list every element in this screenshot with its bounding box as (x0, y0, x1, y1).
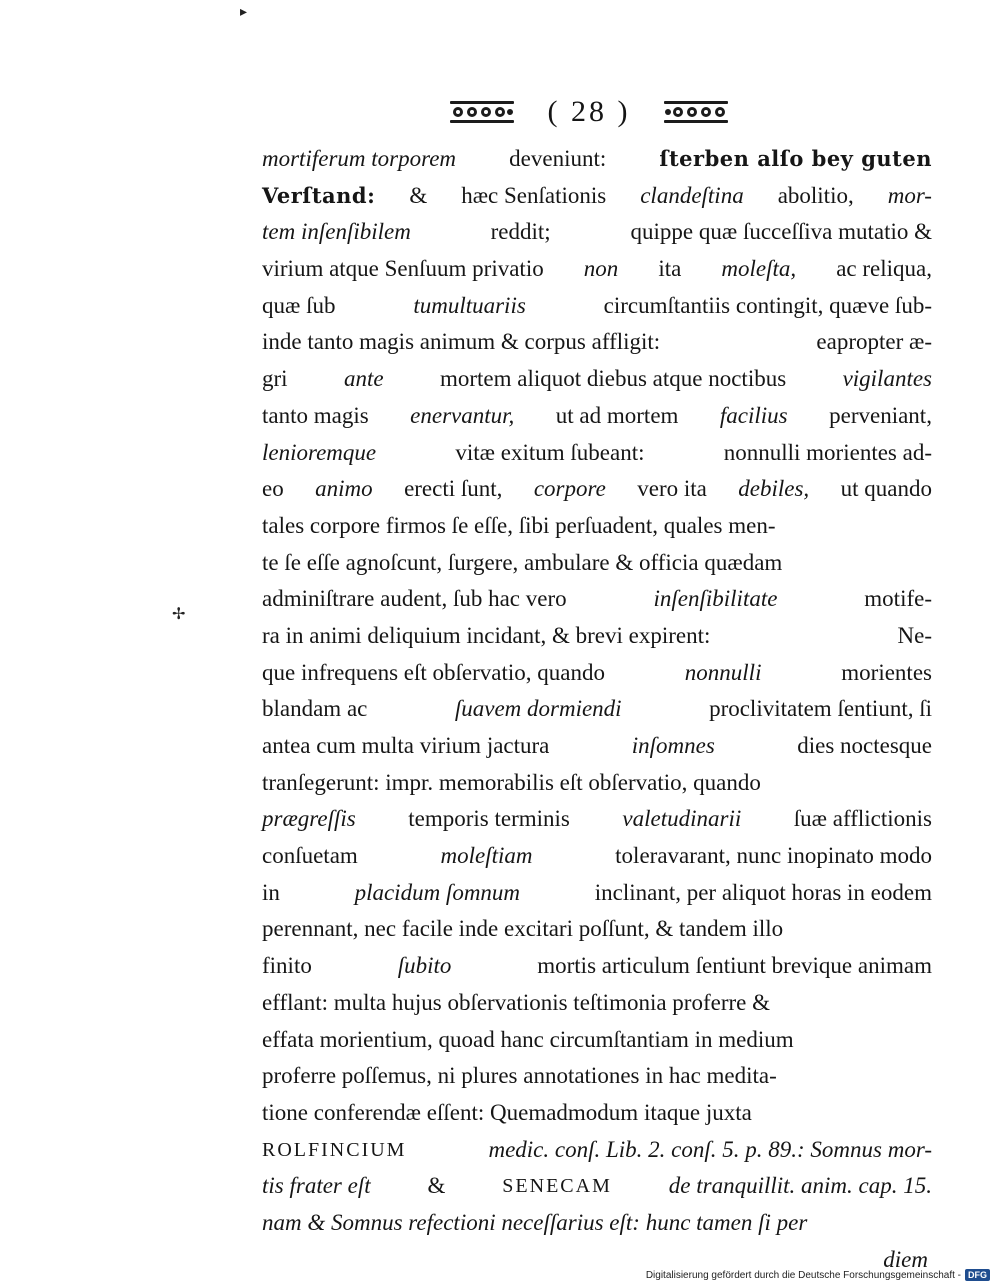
text-segment: inſenſibilitate (653, 586, 778, 612)
text-line (262, 141, 932, 178)
text-line (262, 875, 932, 912)
text-line (262, 801, 932, 838)
text-segment: SENECAM (502, 1175, 612, 1198)
text-segment: Verſtand: (262, 182, 376, 208)
text-segment: tis frater eſt (262, 1173, 371, 1199)
text-segment: proclivitatem ſentiunt, ſi (709, 696, 932, 722)
dfg-logo: DFG (965, 1269, 990, 1281)
text-segment: vero ita (637, 476, 707, 502)
text-segment: moleſtiam (440, 843, 533, 869)
text-segment: lenioremque (262, 439, 377, 465)
text-segment: gri (262, 366, 288, 392)
text-segment: ut ad mortem (555, 402, 679, 428)
text-segment: temporis terminis (408, 806, 570, 832)
text-segment: virium atque Senſuum privatio (262, 256, 544, 282)
text-line (262, 288, 932, 325)
text-segment: tem inſenſibilem (262, 219, 411, 245)
text-line (262, 1058, 932, 1095)
text-segment: tales corpore firmos ſe eſſe, ſibi perſuadent, quales men- (262, 512, 776, 538)
text-line (262, 214, 932, 251)
text-segment: mor- (887, 182, 932, 208)
text-line (262, 728, 932, 765)
text-segment: hæc Senſationis (461, 182, 607, 208)
text-line (262, 545, 932, 582)
scan-speck: ▸ (240, 5, 248, 20)
text-segment: non (583, 256, 619, 282)
text-segment: clandeſtina (640, 182, 744, 208)
text-line (262, 1168, 932, 1205)
text-segment: tumultuariis (413, 292, 526, 318)
text-segment: deveniunt: (509, 146, 607, 171)
text-segment: ſuavem dormiendi (454, 696, 622, 722)
text-segment: debiles, (738, 476, 810, 502)
text-segment: abolitio, (777, 182, 854, 208)
text-segment: reddit; (490, 219, 551, 245)
text-segment: inſomnes (631, 733, 715, 758)
text-segment: que infrequens eſt obſervatio, quando (262, 659, 605, 685)
text-segment: de tranquillit. anim. cap. 15. (668, 1173, 932, 1199)
text-segment: motife- (864, 586, 932, 612)
text-segment: erecti ſunt, (404, 476, 503, 502)
text-segment: in (262, 879, 280, 905)
text-segment: adminiſtrare audent, ſub hac vero (262, 586, 567, 612)
text-segment: moleſta, (721, 256, 797, 282)
text-segment: conſuetam (262, 843, 358, 869)
text-line (262, 765, 932, 802)
text-segment: enervantur, (410, 402, 515, 428)
text-segment: valetudinarii (622, 806, 742, 832)
text-segment: & (409, 182, 428, 208)
text-segment: antea cum multa virium jactura (262, 733, 550, 758)
text-segment: facilius (719, 402, 788, 428)
text-segment: nonnulli morientes ad- (723, 439, 932, 465)
text-line (262, 178, 932, 215)
text-segment: ut quando (840, 476, 932, 502)
text-line (262, 508, 932, 545)
text-segment: placidum ſomnum (354, 879, 521, 905)
text-segment: perennant, nec facile inde excitari poſſunt, & tandem illo (262, 916, 784, 942)
text-segment: dies noctesque (797, 733, 932, 758)
text-segment: ac reliqua, (836, 256, 932, 282)
body-text (262, 141, 932, 1278)
left-ornament-icon (448, 97, 516, 127)
text-segment: Ne- (897, 622, 932, 648)
text-segment: vitæ exitum ſubeant: (455, 439, 645, 465)
text-line (262, 691, 932, 728)
text-segment: eo (262, 476, 284, 502)
text-segment: finito (262, 953, 312, 979)
text-segment: inde tanto magis animum & corpus affligit: (262, 329, 661, 355)
text-segment: tanto magis (262, 402, 369, 428)
text-segment: prægreſſis (262, 806, 356, 832)
digitization-footer (646, 1269, 990, 1281)
text-line (262, 1132, 932, 1169)
text-segment: ROLFINCIUM (262, 1138, 407, 1161)
text-line (262, 985, 932, 1022)
text-segment: morientes (841, 659, 932, 685)
catchword-text: diem (883, 1246, 928, 1272)
text-segment: corpore (533, 476, 606, 502)
text-segment: efflant: multa hujus obſervationis teſtimonia proferre & (262, 989, 770, 1015)
text-segment: mortis articulum ſentiunt brevique animam (537, 953, 932, 979)
text-segment: eapropter æ- (816, 329, 932, 355)
text-line (262, 581, 932, 618)
text-segment: inclinant, per aliquot horas in eodem (594, 879, 932, 905)
text-line (262, 251, 932, 288)
text-line (262, 911, 932, 948)
text-line (262, 361, 932, 398)
text-segment: blandam ac (262, 696, 368, 722)
text-segment: effata morientium, quoad hanc circumſtantiam in medium (262, 1026, 794, 1052)
text-segment: perveniant, (829, 402, 932, 428)
funding-credit: Digitalisierung gefördert durch die Deutsche Forschungsgemeinschaft - (645, 1269, 961, 1281)
text-segment: toleravarant, nunc inopinato modo (615, 843, 932, 869)
text-segment: ra in animi deliquium incidant, & brevi expirent: (262, 622, 711, 648)
text-segment: vigilantes (842, 366, 932, 392)
text-line (262, 948, 932, 985)
text-segment: ſubito (397, 953, 452, 979)
text-line (262, 398, 932, 435)
text-segment: tranſegerunt: impr. memorabilis eſt obſervatio, quando (262, 769, 761, 795)
page-header (448, 92, 730, 132)
right-ornament-icon (662, 97, 730, 127)
text-segment: nonnulli (684, 659, 762, 685)
text-segment: te ſe eſſe agnoſcunt, ſurgere, ambulare & officia quædam (262, 549, 783, 575)
text-segment: & (427, 1173, 446, 1199)
text-segment: tione conferendæ eſſent: Quemadmodum itaque juxta (262, 1099, 752, 1125)
text-line (262, 655, 932, 692)
text-line (262, 838, 932, 875)
text-segment: ſterben alſo bey guten (659, 146, 932, 171)
text-line (262, 1205, 932, 1242)
text-line (262, 471, 932, 508)
text-segment: proferre poſſemus, ni plures annotationes in hac medita- (262, 1063, 777, 1089)
text-segment: circumſtantiis contingit, quæve ſub- (603, 292, 932, 318)
text-segment: animo (315, 476, 373, 502)
page-number: ( 28 ) (547, 95, 631, 128)
text-segment: mortem aliquot diebus atque noctibus (439, 366, 787, 392)
text-segment: nam & Somnus refectioni neceſſarius eſt: hunc tamen ſi per (262, 1209, 808, 1235)
text-segment: ita (658, 256, 682, 282)
text-line (262, 1022, 932, 1059)
text-segment: medic. conſ. Lib. 2. conſ. 5. p. 89.: Somnus mor- (488, 1136, 932, 1162)
scan-speck: ✢ (172, 606, 186, 623)
text-line (262, 324, 932, 361)
text-line (262, 1095, 932, 1132)
text-segment: quæ ſub (262, 292, 336, 318)
text-segment: mortiferum torporem (262, 146, 457, 171)
text-segment: quippe quæ ſucceſſiva mutatio & (630, 219, 932, 245)
text-segment: ſuæ afflictionis (793, 806, 932, 832)
text-segment: ante (343, 366, 384, 392)
text-line (262, 618, 932, 655)
text-line (262, 435, 932, 472)
